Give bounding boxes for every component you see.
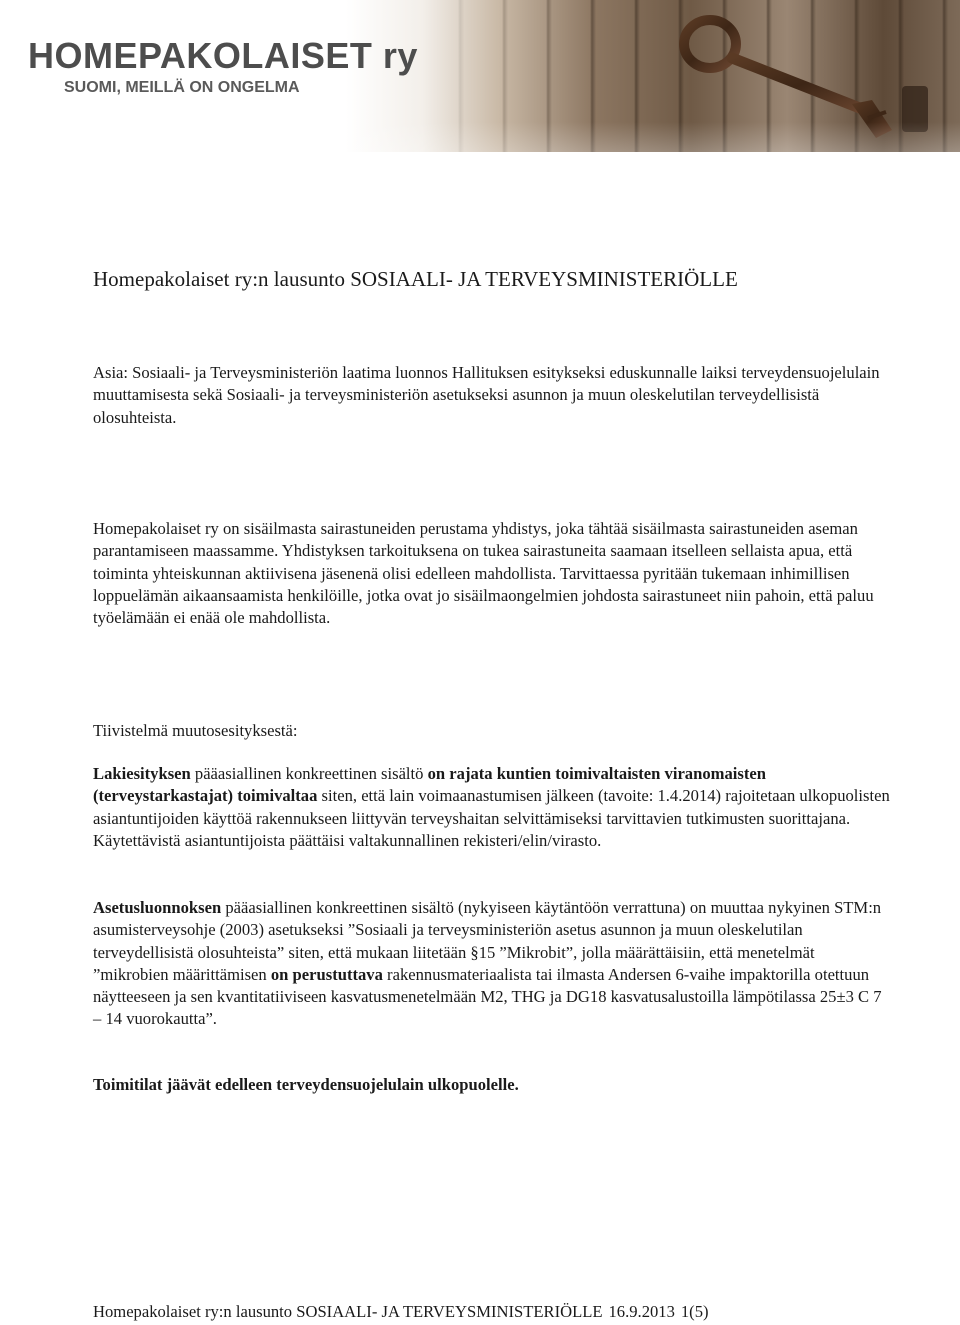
subject-paragraph: Asia: Sosiaali- ja Terveysministeriön laatima luonnos Hallituksen esitykseksi eduskunnalle laiksi terveydensuojelulain muuttamisesta sekä Sosiaali- ja terveysministeriön asetukseksi asunnon ja muun oleskelutilan terveydellisistä olosuhteista. [93, 363, 880, 427]
lakiesitys-paragraph [93, 763, 893, 852]
footer-page-number: 1(5) [680, 1302, 709, 1321]
document-title: Homepakolaiset ry:n lausunto SOSIAALI- JA TERVEYSMINISTERIÖLLE [93, 267, 738, 291]
brand-subtitle: SUOMI, MEILLÄ ON ONGELMA [64, 79, 300, 96]
brand-title: HOMEPAKOLAISET ry [28, 35, 418, 76]
asetusluonnos-emphasis: on perustuttava [270, 964, 383, 984]
asetusluonnos-lead: Asetusluonnoksen [93, 898, 222, 917]
lakiesitys-lead: Lakiesityksen [93, 764, 191, 783]
banner-fade [0, 122, 960, 152]
lakiesitys-text-2: siten, että lain voimaanastumisen jälkeen (tavoite: 1.4.2014) rajoitetaan ulkopuolisten asiantuntijoiden käyttöä rakennukseen liittyvän terveyshaitan selvittämiseksi tarvittavien tutkimusten suorittajana. Käytettävistä asiantuntijoista päättäisi valtakunnallinen rekisteri/elin/virasto. [93, 786, 890, 850]
lakiesitys-emphasis: on rajata kuntien toimivaltaisten viranomaisten (terveystarkastajat) toimivaltaa [93, 764, 766, 806]
asetusluonnos-text-1: pääasiallinen konkreettinen sisältö (nykyiseen käytäntöön verrattuna) on muuttaa nykyinen STM:n asumisterveysohje (2003) asetukseksi ”Sosiaali ja terveysministeriön asetus asunnon ja muun oleskelutilan terveydellisistä olosuhteista” siten, että mukaan liitetään §15 ”Mikrobit”, jolla määrättäisiin, että menetelmät ”mikrobien määrittämisen [93, 898, 882, 984]
summary-heading: Tiivistelmä muutosesityksestä: [93, 721, 298, 740]
asetusluonnos-paragraph [93, 897, 893, 1031]
intro-paragraph: Homepakolaiset ry on sisäilmasta sairastuneiden perustama yhdistys, joka tähtää sisäilmasta sairastuneiden aseman parantamiseen maassamme. Yhdistyksen tarkoituksena on tukea sairastuneita saamaan itselleen sellaista apua, että toiminta yhteiskunnan aktiivisena jäsenenä olisi edelleen mahdollista. Tarvittaessa pyritään tukemaan inhimillisen loppuelämän aikaansaamista henkilöille, jotka ovat jo sisäilmaongelmien johdosta sairastuneet niin pahoin, että paluu työelämään ei enää ole mahdollista. [93, 519, 874, 628]
toimitilat-statement: Toimitilat jäävät edelleen terveydensuojelulain ulkopuolelle. [93, 1075, 519, 1094]
asetusluonnos-text-2: rakennusmateriaalista tai ilmasta Andersen 6-vaihe impaktorilla otettuun näytteeseen ja sen kvantitatiiviseen kasvatusmenetelmään M2, THG ja DG18 kasvatusalustoilla lämpötilassa 25±3 C 7 – 14 vuorokautta”. [93, 964, 882, 1029]
lakiesitys-text-1: pääasiallinen konkreettinen sisältö [190, 764, 428, 783]
header-banner [0, 0, 960, 152]
footer-date: 16.9.2013 [608, 1302, 675, 1321]
footer-title: Homepakolaiset ry:n lausunto SOSIAALI- JA TERVEYSMINISTERIÖLLE [93, 1302, 603, 1321]
page-footer [93, 1302, 709, 1322]
